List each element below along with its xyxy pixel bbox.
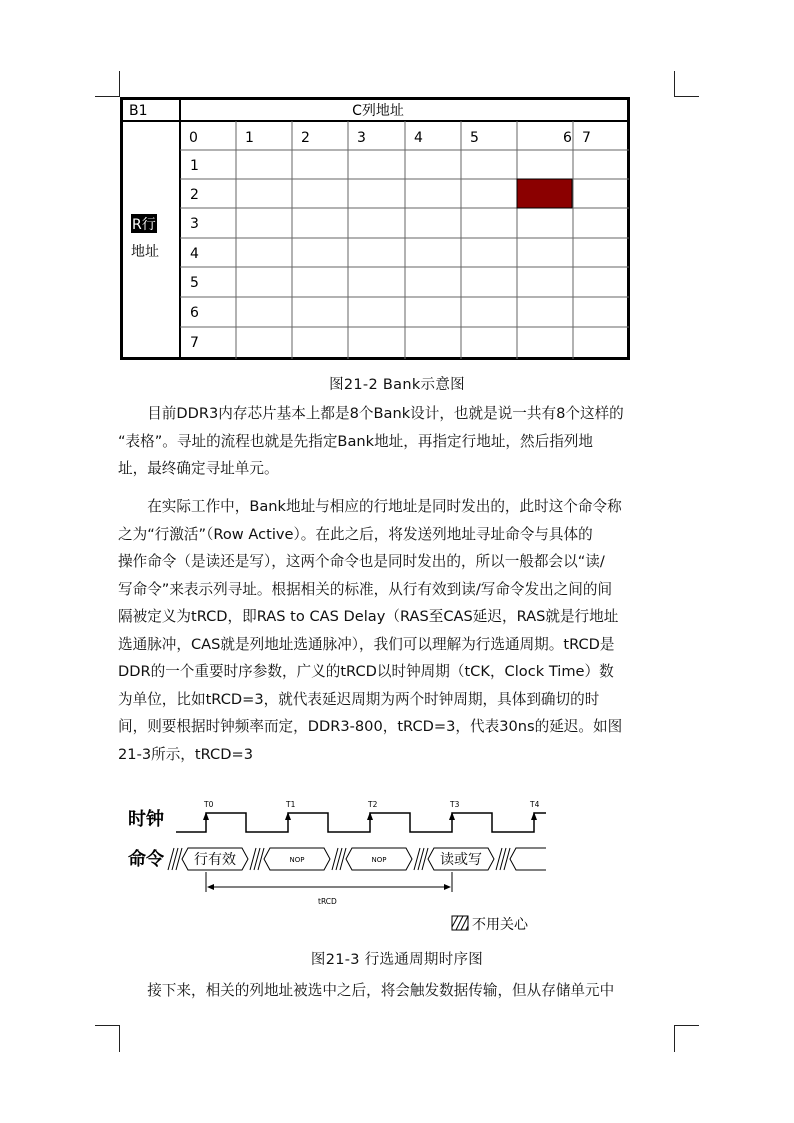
paragraph-3: [118, 977, 678, 1005]
tick-t2: T2: [368, 800, 378, 809]
row-label: 2: [190, 187, 199, 203]
legend-label: 不用关心: [472, 917, 528, 933]
legend-hatch-icon: [452, 916, 468, 930]
text-line: 间，则要根据时钟频率而定，DDR3-800，tRCD=3，代表30ns的延迟。如图: [118, 718, 623, 735]
text-line: 为单位，比如tRCD=3，就代表延迟周期为两个时钟周期，具体到确切的时: [118, 690, 600, 708]
column-label: 4: [414, 130, 423, 146]
text-line: DDR的一个重要时序参数，广义的tRCD以时钟周期（tCK，Clock Time）数: [118, 663, 614, 680]
bank-label: B1: [129, 103, 148, 119]
timing-diagram: [118, 796, 558, 938]
clock-waveform: [176, 813, 546, 832]
cmd-row-active: 行有效: [194, 852, 236, 868]
row-address-header-2: 地址: [131, 244, 159, 260]
column-label: 7: [582, 130, 591, 146]
cmd-slot: [510, 848, 546, 870]
row-label: 5: [190, 275, 199, 291]
cmd-nop-2: NOP: [371, 856, 387, 864]
crop-mark-bottom-left-h: [95, 1025, 120, 1026]
text-line: 目前DDR3内存芯片基本上都是8个Bank设计，也就是说一共有8个这样的: [147, 405, 624, 422]
crop-mark-bottom-left-v: [119, 1025, 120, 1052]
crop-mark-top-right-h: [674, 96, 699, 97]
text-line: 写命令”来表示列寻址。根据相关的标准，从行有效到读/写命令发出之间的间: [118, 580, 613, 598]
crop-mark-top-right-v: [674, 71, 675, 97]
tick-t4: T4: [530, 800, 540, 809]
column-label: 5: [470, 130, 479, 146]
cmd-nop-1: NOP: [289, 856, 305, 864]
tick-t1: T1: [286, 800, 296, 809]
trcd-label: tRCD: [318, 897, 337, 906]
tick-t3: T3: [450, 800, 460, 809]
paragraph-1: [118, 400, 678, 483]
text-line: 21-3所示，tRCD=3: [118, 745, 253, 763]
row-label: 4: [190, 246, 199, 262]
text-line: “表格”。寻址的流程也就是先指定Bank地址，再指定行地址，然后指列地: [118, 432, 593, 450]
row-label: 7: [190, 335, 199, 351]
text-line: 址，最终确定寻址单元。: [118, 460, 279, 477]
trcd-arrow-right: [444, 884, 451, 890]
row-address-header: R行: [132, 217, 156, 233]
row-label: 6: [190, 305, 199, 321]
tick-t0: T0: [204, 800, 214, 809]
crop-mark-bottom-right-v: [674, 1025, 675, 1052]
row-label: 3: [190, 216, 199, 232]
column-label: 6: [563, 130, 572, 146]
text-line: 操作命令（是读还是写），这两个命令也是同时发出的，所以一般都会以“读/: [118, 553, 605, 570]
text-line: 在实际工作中，Bank地址与相应的行地址是同时发出的，此时这个命令称: [147, 498, 622, 515]
trcd-arrow-left: [207, 884, 214, 890]
cmd-read-write: 读或写: [440, 852, 482, 868]
column-label: 2: [301, 130, 310, 146]
text-line: 选通脉冲，CAS就是列地址选通脉冲），我们可以理解为行选通周期。tRCD是: [118, 635, 615, 653]
bank-diagram: [120, 97, 630, 360]
text-line: 之为“行激活”（Row Active）。在此之后，将发送列地址寻址命令与具体的: [118, 525, 593, 543]
command-label: 命令: [128, 849, 164, 870]
crop-mark-bottom-right-h: [674, 1025, 699, 1026]
paragraph-2: [118, 493, 678, 768]
crop-mark-top-left-h: [95, 96, 120, 97]
crop-mark-top-left-v: [119, 71, 120, 97]
text-line: 隔被定义为tRCD，即RAS to CAS Delay（RAS至CAS延迟，RAS就是行地址: [118, 608, 619, 625]
row-label: 1: [190, 158, 199, 174]
clock-label: 时钟: [128, 809, 164, 830]
column-label: 0: [189, 130, 198, 146]
selected-cell: [517, 179, 572, 208]
column-label: 3: [357, 130, 366, 146]
column-label: 1: [245, 130, 254, 146]
column-address-header: C列地址: [352, 103, 404, 119]
text-line: 接下来，相关的列地址被选中之后，将会触发数据传输，但从存储单元中: [147, 982, 615, 999]
figure-caption-21-3: 图21-3 行选通周期时序图: [310, 952, 484, 968]
figure-caption-21-2: 图21-2 Bank示意图: [329, 377, 465, 393]
